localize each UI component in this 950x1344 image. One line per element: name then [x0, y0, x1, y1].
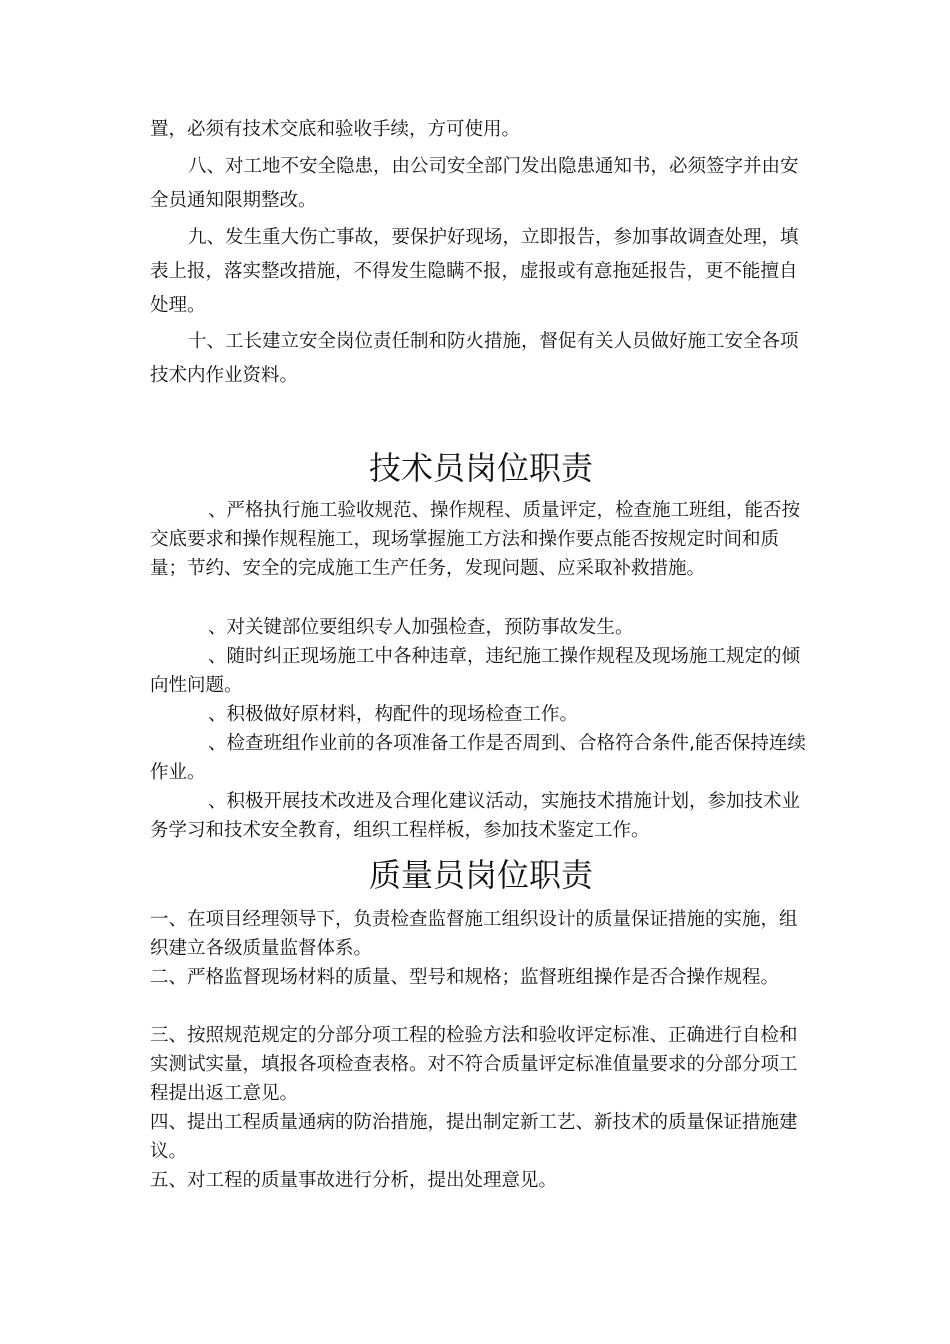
- paragraph: 置，必须有技术交底和验收手续，方可使用。: [150, 119, 521, 140]
- paragraph: 二、严格监督现场材料的质量、型号和规格；监督班组操作是否合操作规程。: [150, 967, 780, 988]
- paragraph: 、积极开展技术改进及合理化建议活动，实施技术措施计划，参加技术业务学习和技术安全教育，组织工程样板，参加技术鉴定工作。: [150, 791, 801, 841]
- paragraph: 一、在项目经理领导下，负责检查监督施工组织设计的质量保证措施的实施，组织建立各级质量监督体系。: [150, 909, 798, 959]
- paragraph: 四、提出工程质量通病的防治措施，提出制定新工艺、新技术的质量保证措施建议。: [150, 1112, 798, 1162]
- paragraph: 、积极做好原材料，构配件的现场检查工作。: [208, 704, 579, 725]
- paragraph: 五、对工程的质量事故进行分析，提出处理意见。: [150, 1170, 558, 1191]
- paragraph: 十、工长建立安全岗位责任制和防火措施，督促有关人员做好施工安全各项技术内作业资料。: [150, 331, 799, 386]
- paragraph: 、严格执行施工验收规范、操作规程、质量评定，检查施工班组，能否按交底要求和操作规程施工，现场掌握施工方法和操作要点能否按规定时间和质量；节约、安全的完成施工生产任务，发现问题、应采取补救措施。: [150, 500, 801, 579]
- paragraph: 、随时纠正现场施工中各种违章，违纪施工操作规程及现场施工规定的倾向性问题。: [150, 646, 801, 696]
- paragraph: 九、发生重大伤亡事故，要保护好现场，立即报告，参加事故调查处理，填表上报，落实整改措施，不得发生隐瞒不报，虚报或有意拖延报告，更不能擅自处理。: [150, 227, 799, 316]
- paragraph: 八、对工地不安全隐患，由公司安全部门发出隐患通知书，必须签字并由安全员通知限期整改。: [150, 156, 799, 211]
- section-title-tech: 技术员岗位职责: [368, 449, 593, 487]
- section-title-quality: 质量员岗位职责: [368, 856, 593, 894]
- paragraph: 三、按照规范规定的分部分项工程的检验方法和验收评定标准、正确进行自检和实测试实量，填报各项检查表格。对不符合质量评定标准值量要求的分部分项工程提出返工意见。: [150, 1025, 798, 1104]
- paragraph: 、对关键部位要组织专人加强检查，预防事故发生。: [208, 617, 634, 638]
- paragraph: 、检查班组作业前的各项准备工作是否周到、合格符合条件,能否保持连续作业。: [150, 733, 806, 783]
